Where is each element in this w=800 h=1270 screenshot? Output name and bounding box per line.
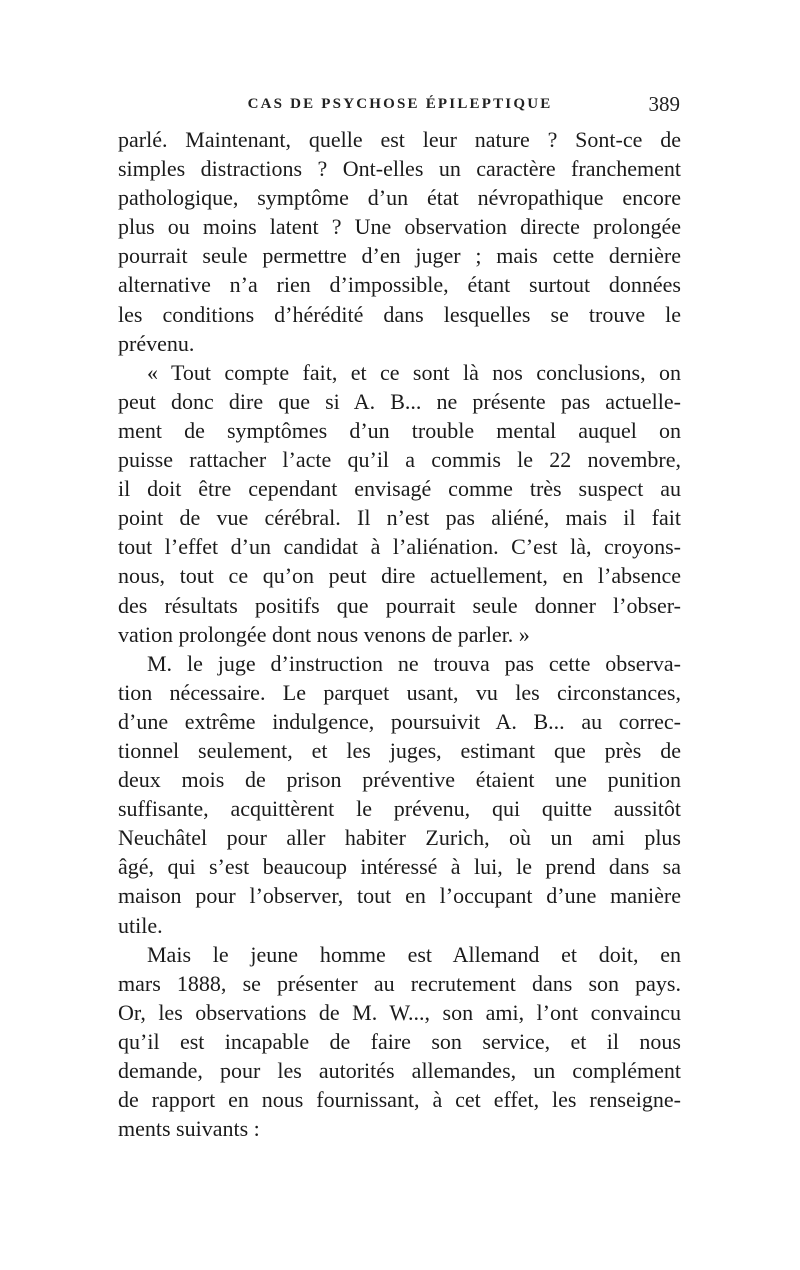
text-line: deux mois de prison préventive étaient une punition bbox=[118, 767, 681, 793]
text-line: plus ou moins latent ? Une observation directe prolongée bbox=[118, 214, 681, 240]
text-line: demande, pour les autorités allemandes, un complément bbox=[118, 1058, 681, 1083]
text-line: de rapport en nous fournissant, à cet effet, les renseigne- bbox=[118, 1087, 681, 1113]
text-line: peut donc dire que si A. B... ne présente pas actuelle- bbox=[118, 388, 681, 414]
text-line: tion nécessaire. Le parquet usant, vu les circonstances, bbox=[118, 679, 681, 705]
text-line: simples distractions ? Ont-elles un caractère franchement bbox=[118, 156, 681, 182]
text-line: Neuchâtel pour aller habiter Zurich, où un ami plus bbox=[118, 825, 681, 851]
text-line: alternative n’a rien d’impossible, étant surtout données bbox=[118, 272, 681, 298]
text-line: maison pour l’observer, tout en l’occupant d’une manière bbox=[118, 883, 681, 909]
text-line: tout l’effet d’un candidat à l’aliénation. C’est là, croyons- bbox=[118, 534, 681, 560]
text-line: il doit être cependant envisagé comme très suspect au bbox=[118, 476, 681, 502]
text-line: parlé. Maintenant, quelle est leur nature ? Sont-ce de bbox=[118, 127, 681, 152]
text-line: âgé, qui s’est beaucoup intéressé à lui, le prend dans sa bbox=[118, 854, 681, 880]
text-line: des résultats positifs que pourrait seule donner l’obser- bbox=[118, 592, 681, 618]
running-head bbox=[120, 92, 680, 116]
text-line: mars 1888, se présenter au recrutement dans son pays. bbox=[118, 970, 681, 996]
text-line: d’une extrême indulgence, poursuivit A. B... au correc- bbox=[118, 708, 681, 734]
text-line: « Tout compte fait, et ce sont là nos conclusions, on bbox=[147, 359, 681, 385]
body-text bbox=[118, 125, 681, 1143]
text-line: point de vue cérébral. Il n’est pas aliéné, mais il fait bbox=[118, 505, 681, 531]
text-line: ment de symptômes d’un trouble mental auquel on bbox=[118, 417, 681, 443]
running-title: CAS DE PSYCHOSE ÉPILEPTIQUE bbox=[247, 96, 553, 112]
text-line: vation prolongée dont nous venons de parler. » bbox=[118, 621, 530, 647]
text-line: ments suivants : bbox=[118, 1116, 260, 1142]
text-line: prévenu. bbox=[118, 330, 195, 356]
text-line: les conditions d’hérédité dans lesquelles se trouve le bbox=[118, 301, 681, 327]
page-number: 389 bbox=[648, 92, 680, 116]
text-line: suffisante, acquittèrent le prévenu, qui quitte aussitôt bbox=[118, 796, 681, 822]
text-line: pourrait seule permettre d’en juger ; mais cette dernière bbox=[118, 243, 681, 269]
text-line: Or, les observations de M. W..., son ami, l’ont convaincu bbox=[118, 999, 681, 1025]
text-line: tionnel seulement, et les juges, estimant que près de bbox=[118, 737, 681, 763]
text-line: qu’il est incapable de faire son service, et il nous bbox=[118, 1028, 681, 1054]
text-line: M. le juge d’instruction ne trouva pas cette observa- bbox=[147, 650, 681, 676]
text-line: utile. bbox=[118, 912, 163, 938]
text-line: nous, tout ce qu’on peut dire actuellement, en l’absence bbox=[118, 563, 681, 589]
text-line: pathologique, symptôme d’un état névropathique encore bbox=[118, 185, 681, 211]
text-line: Mais le jeune homme est Allemand et doit, en bbox=[147, 941, 681, 967]
text-line: puisse rattacher l’acte qu’il a commis le 22 novembre, bbox=[118, 447, 681, 473]
